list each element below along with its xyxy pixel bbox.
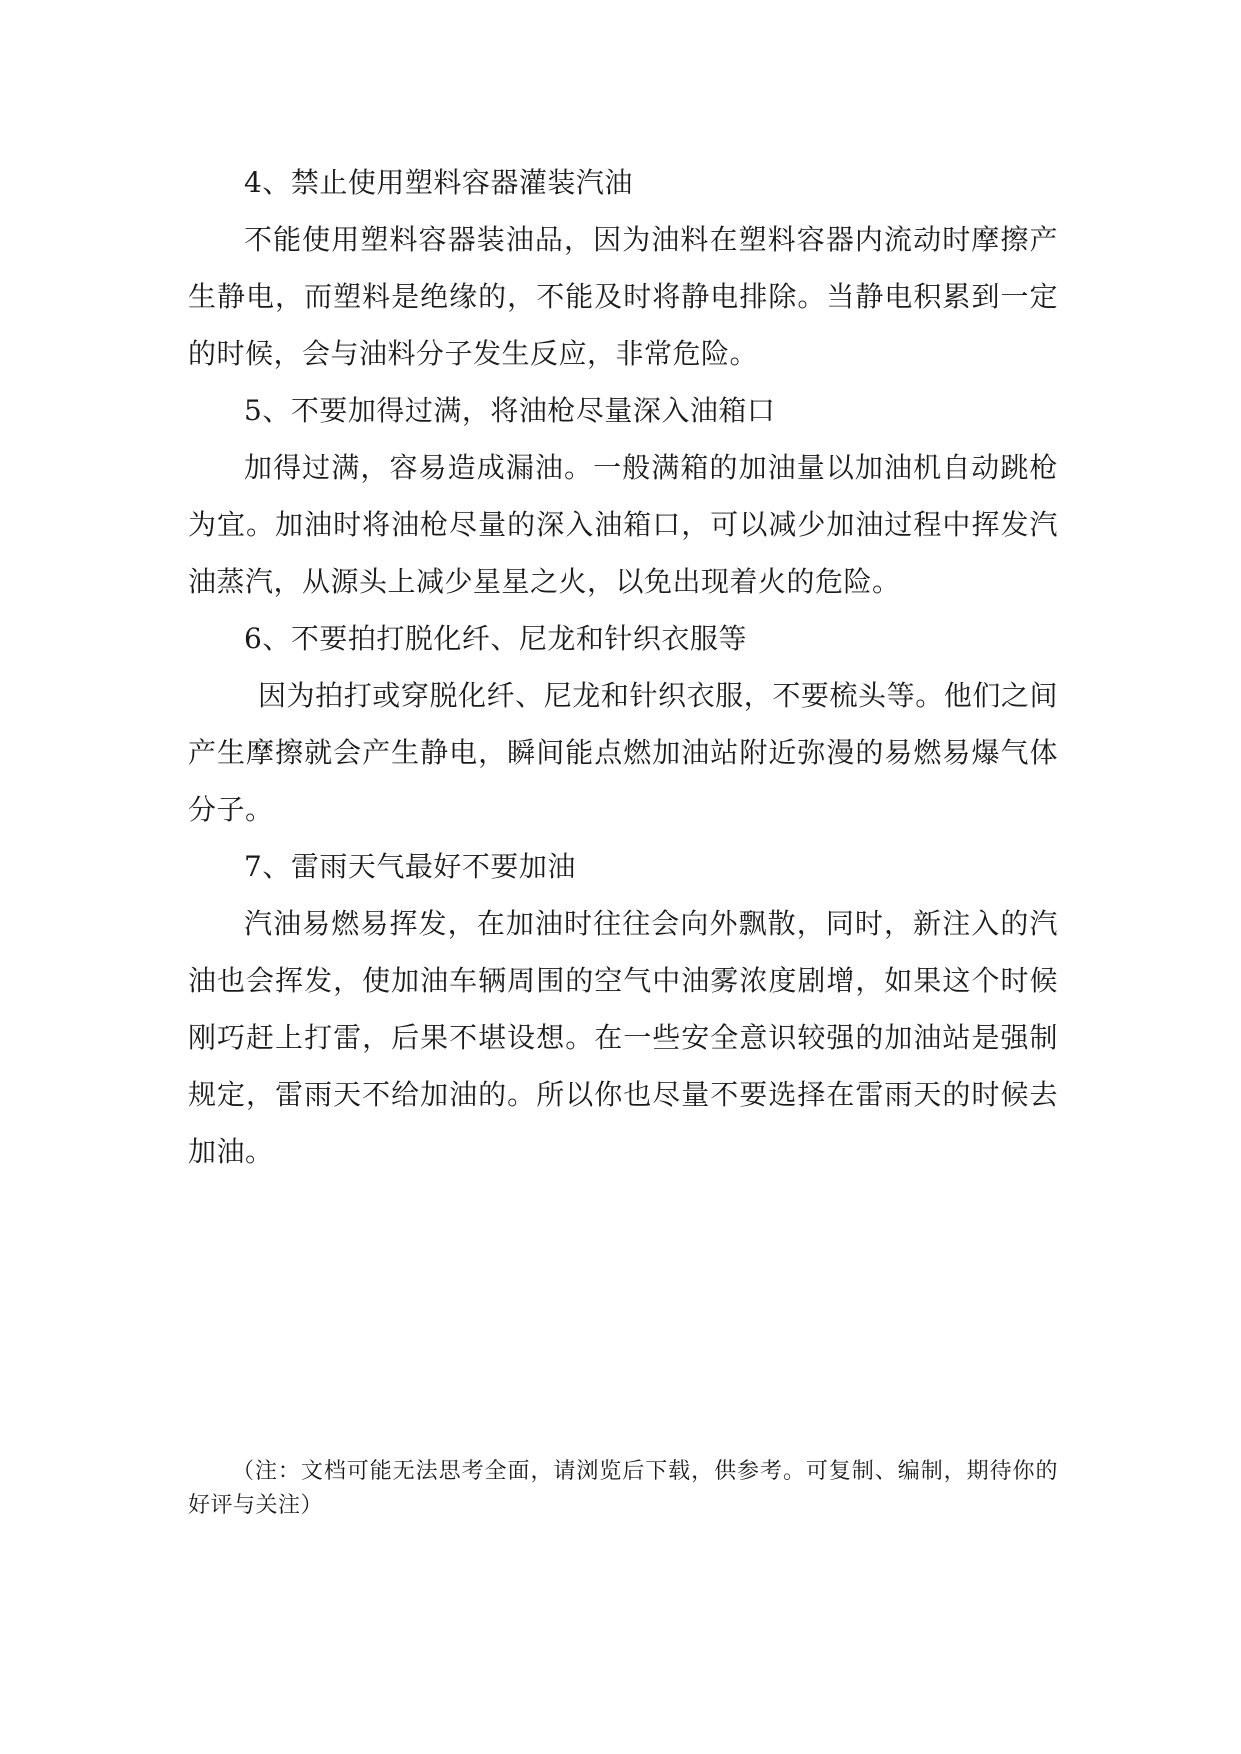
footer-note: （注：文档可能无法思考全面，请浏览后下载，供参考。可复制、编制，期待你的好评与关注） (188, 1459, 1058, 1518)
section-heading: 4、禁止使用塑料容器灌装汽油 (244, 166, 633, 199)
section-body: 加得过满，容易造成漏油。一般满箱的加油量以加油机自动跳枪为宜。加油时将油枪尽量的深入油箱口，可以减少加油过程中挥发汽油蒸汽，从源头上减少星星之火，以免出现着火的危险。 (188, 451, 1058, 598)
document-body (188, 154, 1058, 1180)
section-body: 汽油易燃易挥发，在加油时往往会向外飘散，同时，新注入的汽油也会挥发，使加油车辆周围的空气中油雾浓度剧增，如果这个时候刚巧赶上打雷，后果不堪设想。在一些安全意识较强的加油站是强制规定，雷雨天不给加油的。所以你也尽量不要选择在雷雨天的时候去加油。 (188, 907, 1058, 1168)
section-body: 不能使用塑料容器装油品，因为油料在塑料容器内流动时摩擦产生静电，而塑料是绝缘的，不能及时将静电排除。当静电积累到一定的时候，会与油料分子发生反应，非常危险。 (188, 223, 1058, 370)
section-heading: 6、不要拍打脱化纤、尼龙和针织衣服等 (244, 622, 747, 655)
section-body: 因为拍打或穿脱化纤、尼龙和针织衣服，不要梳头等。他们之间产生摩擦就会产生静电，瞬间能点燃加油站附近弥漫的易燃易爆气体分子。 (188, 679, 1058, 826)
section-heading: 5、不要加得过满，将油枪尽量深入油箱口 (244, 394, 776, 427)
section-heading: 7、雷雨天气最好不要加油 (244, 850, 576, 883)
